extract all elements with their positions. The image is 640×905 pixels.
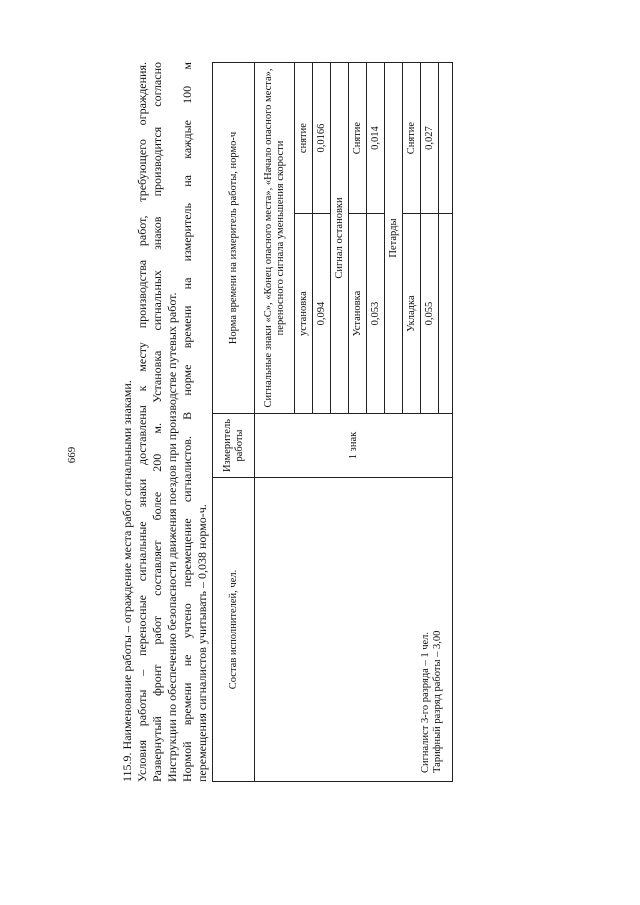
petard-remove-value: 0,027 xyxy=(421,63,439,214)
stop-install-label: Установка xyxy=(349,214,367,414)
signs-install-label: установка xyxy=(295,214,313,414)
signs-remove-label: снятие xyxy=(295,63,313,214)
paragraph-line-4: Нормой времени не учтено перемещение сигналистов. В норме времени на измеритель на каждые 100 м xyxy=(180,62,194,782)
signs-remove-value: 0,0166 xyxy=(313,63,331,214)
stop-remove-value: 0,014 xyxy=(367,63,385,214)
signs-caption: Сигнальные знаки «С», «Конец опасного места», «Начало опасного места», переносного сигнала уменьшения скорости xyxy=(255,63,295,414)
empty-cell xyxy=(439,214,453,414)
paragraph-line-3: Инструкции по обеспечению безопасности движения поездов при производстве путевых работ. xyxy=(165,292,179,782)
paragraph-line-1: Условия работы – переносные сигнальные знаки доставлены к месту производства работ, требующего ограждения. xyxy=(135,62,149,782)
empty-cell xyxy=(439,63,453,214)
staff-line-2: Тарифный разряд работы – 3,00 xyxy=(432,630,443,773)
stop-remove-label: Снятие xyxy=(349,63,367,214)
rotated-page-content xyxy=(120,62,520,842)
staff-cell xyxy=(255,478,453,782)
header-unit: Измеритель работы xyxy=(213,414,255,478)
staff-line-1: Сигналист 3-го разряда – 1 чел. xyxy=(420,631,431,773)
norm-table xyxy=(212,62,453,782)
petard-caption: Петарды xyxy=(385,63,403,414)
paragraph-line-2: Развернутый фронт работ составляет более 200 м. Установка сигнальных знаков производится согласно xyxy=(150,62,164,782)
page-number: 669 xyxy=(66,446,78,464)
stop-caption: Сигнал остановки xyxy=(331,63,349,414)
stop-install-value: 0,053 xyxy=(367,214,385,414)
header-norm: Норма времени на измеритель работы, нормо-ч xyxy=(213,63,255,414)
paragraph-line-5: перемещения сигналистов учитывать – 0,038 нормо-ч. xyxy=(195,504,209,782)
text-block xyxy=(120,62,210,782)
section-title: 115.9. Наименование работы – ограждение места работ сигнальными знаками. xyxy=(120,380,134,782)
unit-cell: 1 знак xyxy=(255,414,453,478)
header-staff: Состав исполнителей, чел. xyxy=(213,478,255,782)
petard-remove-label: Снятие xyxy=(403,63,421,214)
petard-install-value: 0,055 xyxy=(421,214,439,414)
petard-install-label: Укладка xyxy=(403,214,421,414)
signs-install-value: 0,094 xyxy=(313,214,331,414)
